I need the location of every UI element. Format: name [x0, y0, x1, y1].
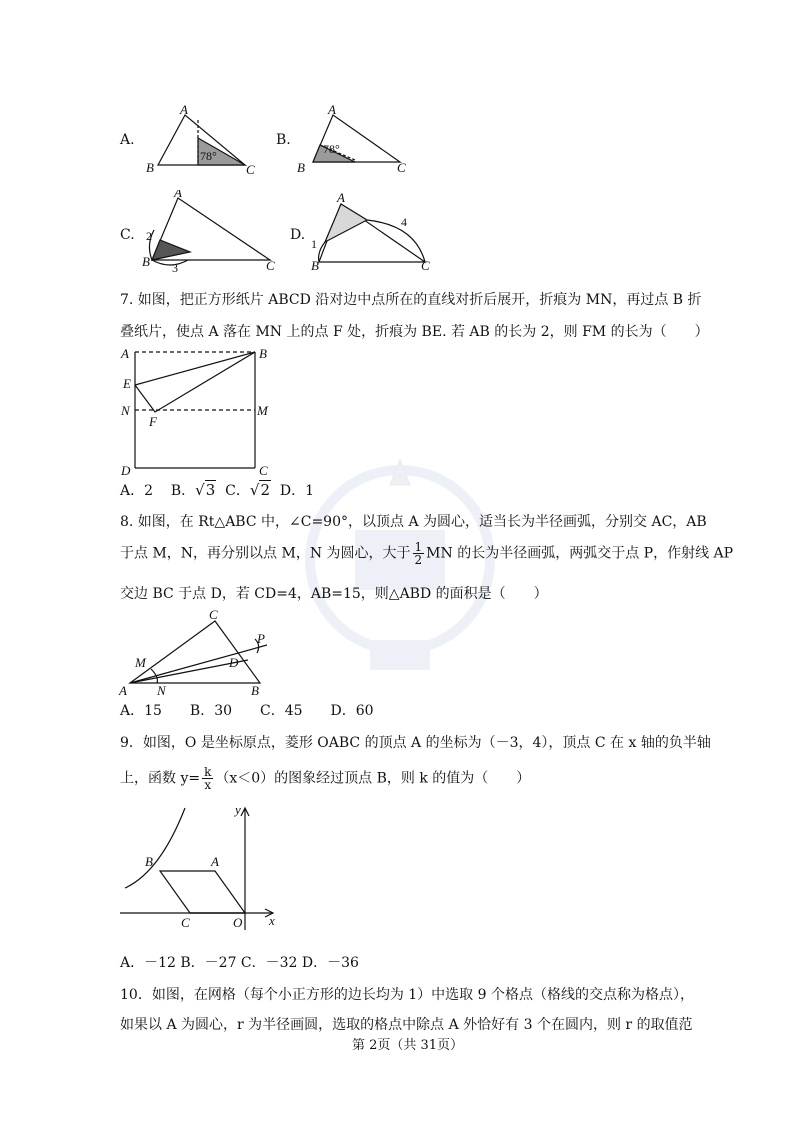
q7-option-a: A．2 [120, 483, 154, 499]
q7-option-d: D．1 [279, 483, 315, 499]
q9-label-a: A [211, 854, 219, 869]
q7-option-c: C． [225, 483, 250, 499]
q7-label-m: M [257, 403, 268, 418]
q7-options [120, 483, 314, 498]
fig-a-label-a: A [180, 102, 188, 117]
watermark-emblem [300, 440, 500, 700]
option-d-label: D. [290, 227, 306, 243]
q9-text-line1: 9．如图，O 是坐标原点，菱形 OABC 的顶点 A 的坐标为（－3，4），顶点 C 在 x 轴的负半轴 [120, 735, 711, 751]
fig-d-num-1: 1 [311, 237, 317, 251]
option-b-label: B. [276, 132, 291, 148]
q6-figure-b [295, 100, 425, 180]
fig-b-angle: 78° [323, 142, 340, 156]
q7-label-n: N [121, 403, 130, 418]
q7-label-d: D [121, 463, 131, 478]
q8-figure [115, 605, 285, 700]
q8-label-p: P [257, 631, 265, 646]
q7-figure [115, 340, 275, 480]
q7-label-b: B [259, 346, 267, 361]
q7-label-f: F [149, 414, 157, 429]
q8-text-line1: 8. 如图，在 Rt△ABC 中，∠C=90°，以顶点 A 为圆心，适当长为半径画弧，分别交 AC，AB [120, 514, 707, 530]
fig-d-label-a: A [337, 190, 345, 205]
page-footer: 第 2页（共 31页） [352, 1038, 464, 1053]
q8-text-line2: 于点 M，N，再分别以点 M，N 为圆心，大于 $\frac{1}{2}$ MN 的长为半径画弧，两弧交于点 P，作射线 AP [120, 540, 734, 567]
q8-label-a: A [119, 683, 127, 698]
q8-label-m: M [135, 655, 146, 670]
q7-option-b-root: √3 [195, 481, 216, 499]
fig-a-angle: 78° [200, 149, 217, 163]
q8-label-b: B [251, 683, 259, 698]
q9-options: A．－12 B．－27 C．－32 D．－36 [120, 955, 359, 971]
fig-d-num-4: 4 [401, 215, 407, 229]
q9-figure [115, 800, 285, 935]
q10-text-line2: 如果以 A 为圆心，r 为半径画圆，选取的格点中除点 A 外恰好有 3 个在圆内，则 r 的取值范 [120, 1017, 693, 1033]
q8-options: A．15 B．30 C．45 D．60 [120, 703, 374, 719]
q6-figure-c [140, 190, 290, 272]
fig-c-label-c: C [266, 258, 275, 272]
q8-fraction: $\frac{1}{2}$ [414, 540, 423, 567]
fig-a-label-c: C [246, 162, 255, 177]
q7-label-a: A [121, 346, 129, 361]
fig-c-num-2: 2 [146, 229, 152, 243]
q9-label-c: C [181, 915, 190, 930]
q8-label-n: N [157, 683, 166, 698]
q7-label-c: C [259, 463, 268, 478]
q9-label-o: O [233, 915, 243, 930]
fig-a-label-b: B [146, 160, 154, 175]
q9-label-y: y [235, 802, 241, 817]
q7-option-b: B． [170, 483, 196, 499]
option-a-label: A. [120, 132, 135, 148]
fig-c-num-3: 3 [172, 261, 178, 272]
q8-label-d: D [229, 655, 239, 670]
fig-c-label-a: A [174, 190, 182, 200]
fig-b-label-c: C [397, 160, 406, 175]
q9-label-b: B [145, 854, 153, 869]
q6-figure-a [140, 100, 260, 180]
fig-b-label-b: B [297, 160, 305, 175]
option-c-label: C. [120, 227, 135, 243]
q7-label-e: E [123, 376, 131, 391]
fig-d-label-c: C [421, 258, 430, 272]
q10-text-line1: 10．如图，在网格（每个小正方形的边长均为 1）中选取 9 个格点（格线的交点称为格点）， [120, 987, 694, 1003]
fig-c-label-b: B [142, 254, 150, 269]
q7-text-line2: 叠纸片，使点 A 落在 MN 上的点 F 处，折痕为 BE. 若 AB 的长为 2，则 FM 的长为（ ） [120, 324, 709, 340]
q7-option-c-root: √2 [249, 481, 270, 499]
q7-text-line1: 7. 如图，把正方形纸片 ABCD 沿对边中点所在的直线对折后展开，折痕为 MN，再过点 B 折 [120, 292, 702, 308]
q6-figure-d [305, 190, 445, 272]
q8-text-line3: 交边 BC 于点 D，若 CD=4，AB=15，则△ABD 的面积是（ ） [120, 586, 548, 602]
fig-d-label-b: B [311, 258, 319, 272]
q9-fraction: $\frac{k}{x}$ [204, 765, 212, 792]
q8-label-c: C [209, 607, 218, 622]
q9-text-line2: 上，函数 y= $\frac{k}{x}$ （x＜0）的图象经过顶点 B，则 k 的值为（ ） [120, 765, 531, 792]
fig-b-label-a: A [328, 102, 336, 117]
q9-label-x: x [269, 913, 275, 928]
